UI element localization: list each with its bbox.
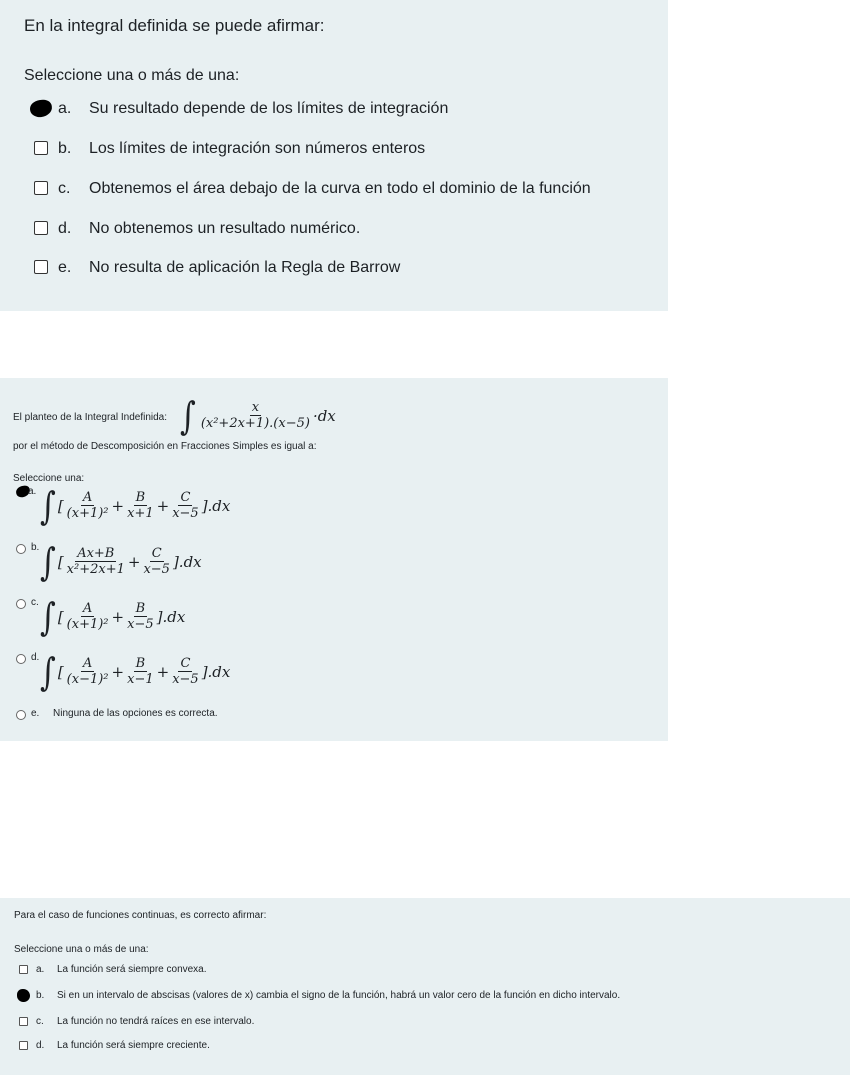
plus-sign: + [111, 608, 125, 626]
fraction-numerator: C [180, 656, 191, 671]
option-label: La función no tendrá raíces en ese intervalo. [57, 1016, 255, 1027]
fraction-denominator: x+1 [127, 506, 154, 521]
option-label: La función será siempre convexa. [57, 964, 207, 975]
fraction-denominator: (x−1)² [66, 672, 109, 687]
fraction-numerator: A [82, 601, 93, 616]
checkbox[interactable] [34, 141, 48, 155]
integral-sign-icon: ∫ [39, 650, 56, 694]
question-1-panel [0, 0, 668, 311]
answer-option[interactable] [19, 1016, 819, 1030]
close-bracket-dx: ].dx [156, 608, 186, 626]
plus-sign: + [156, 663, 170, 681]
fraction-numerator: C [151, 546, 162, 561]
answer-option[interactable] [16, 708, 616, 756]
option-letter: e. [58, 259, 72, 276]
option-label: Si en un intervalo de abscisas (valores de x) cambia el signo de la función, habrá un valor cero de la función en dicho intervalo. [57, 990, 621, 1001]
option-label: No resulta de aplicación la Regla de Barrow [89, 259, 401, 276]
fraction-denominator: x−5 [143, 562, 170, 577]
integral-numerator: x [251, 400, 260, 415]
option-label: Obtenemos el área debajo de la curva en todo el dominio de la función [89, 180, 591, 197]
radio-button[interactable] [16, 599, 26, 609]
answer-option[interactable] [30, 98, 650, 120]
option-letter: a. [28, 486, 37, 497]
option-letter: d. [36, 1040, 45, 1051]
fraction [141, 547, 172, 577]
fraction-denominator: x−1 [127, 672, 154, 687]
fraction-numerator: C [180, 490, 191, 505]
question-1-text: En la integral definida se puede afirmar: [24, 16, 325, 35]
open-bracket: [ [57, 553, 64, 571]
fraction [65, 491, 111, 521]
checkbox[interactable] [34, 221, 48, 235]
fraction [125, 657, 156, 687]
fraction [125, 491, 156, 521]
fraction [65, 657, 111, 687]
fraction-denominator: x−5 [172, 506, 199, 521]
checkbox[interactable] [19, 1017, 28, 1026]
open-bracket: [ [57, 497, 64, 515]
answer-option[interactable] [30, 218, 650, 240]
question-3-panel [0, 898, 850, 1075]
answer-option[interactable] [30, 178, 650, 200]
marked-checkbox-icon[interactable] [17, 989, 30, 1002]
fraction [65, 602, 111, 632]
option-letter: c. [36, 1016, 44, 1027]
answer-option[interactable] [19, 990, 819, 1004]
answer-option[interactable] [16, 597, 616, 645]
open-bracket: [ [57, 608, 64, 626]
answer-option[interactable] [16, 542, 616, 590]
fraction-denominator: x²+2x+1 [66, 562, 125, 577]
radio-button[interactable] [16, 654, 26, 664]
answer-option[interactable] [19, 1040, 819, 1054]
integral-sign-icon: ∫ [39, 540, 56, 584]
option-label: Ninguna de las opciones es correcta. [53, 708, 218, 719]
close-bracket-dx: ].dx [201, 663, 231, 681]
option-formula [38, 650, 230, 694]
option-formula [38, 595, 185, 639]
option-label: Su resultado depende de los límites de integración [89, 100, 449, 117]
fraction-denominator: (x+1)² [66, 617, 109, 632]
answer-option[interactable] [30, 138, 650, 160]
radio-button[interactable] [16, 544, 26, 554]
checkbox[interactable] [19, 965, 28, 974]
fraction-numerator: Ax+B [77, 546, 115, 561]
question-2-integral [178, 394, 336, 438]
option-letter: b. [31, 542, 40, 553]
fraction [125, 602, 156, 632]
fraction-denominator: (x+1)² [66, 506, 109, 521]
question-3-text: Para el caso de funciones continuas, es correcto afirmar: [14, 910, 267, 921]
checkbox[interactable] [34, 181, 48, 195]
option-label: Los límites de integración son números enteros [89, 140, 426, 157]
option-letter: a. [36, 964, 45, 975]
question-2-text [13, 394, 653, 440]
checkbox[interactable] [19, 1041, 28, 1050]
option-letter: c. [58, 180, 71, 197]
option-letter: b. [58, 140, 72, 157]
radio-button[interactable] [16, 710, 26, 720]
plus-sign: + [156, 497, 170, 515]
answer-option[interactable] [16, 486, 616, 534]
integral-sign-icon: ∫ [39, 484, 56, 528]
option-letter: d. [31, 652, 40, 663]
option-letter: b. [36, 990, 45, 1001]
option-formula [38, 540, 202, 584]
integral-dx: ·dx [312, 407, 336, 425]
option-formula [38, 484, 230, 528]
integral-denominator: (x²+2x+1).(x−5) [200, 416, 310, 431]
answer-option[interactable] [19, 964, 819, 978]
option-letter: e. [31, 708, 40, 719]
question-2-lead: El planteo de la Integral Indefinida: [13, 412, 167, 423]
fraction [170, 491, 201, 521]
option-letter: d. [58, 220, 72, 237]
option-letter: c. [31, 597, 39, 608]
plus-sign: + [127, 553, 141, 571]
integral-sign-icon: ∫ [39, 595, 56, 639]
close-bracket-dx: ].dx [172, 553, 202, 571]
fraction-numerator: B [135, 490, 146, 505]
integral-sign-icon: ∫ [179, 394, 196, 438]
fraction-denominator: x−5 [172, 672, 199, 687]
fraction [170, 657, 201, 687]
fraction [65, 547, 127, 577]
question-3-prompt: Seleccione una o más de una: [14, 944, 149, 955]
fraction-numerator: A [82, 656, 93, 671]
open-bracket: [ [57, 663, 64, 681]
question-2-prompt: Seleccione una: [13, 473, 85, 484]
question-1-prompt: Seleccione una o más de una: [24, 67, 240, 84]
option-label: La función será siempre creciente. [57, 1040, 210, 1051]
question-2-tail: por el método de Descomposición en Fracciones Simples es igual a: [13, 441, 317, 452]
close-bracket-dx: ].dx [201, 497, 231, 515]
plus-sign: + [111, 497, 125, 515]
plus-sign: + [111, 663, 125, 681]
answer-option[interactable] [30, 257, 650, 279]
fraction-numerator: B [135, 656, 146, 671]
answer-option[interactable] [16, 652, 616, 700]
checkbox[interactable] [34, 260, 48, 274]
question-2-panel [0, 378, 668, 741]
option-label: No obtenemos un resultado numérico. [89, 220, 361, 237]
marked-checkbox-icon[interactable] [29, 99, 53, 119]
fraction-denominator: x−5 [127, 617, 154, 632]
fraction-numerator: A [82, 490, 93, 505]
fraction-numerator: B [135, 601, 146, 616]
option-letter: a. [58, 100, 72, 117]
